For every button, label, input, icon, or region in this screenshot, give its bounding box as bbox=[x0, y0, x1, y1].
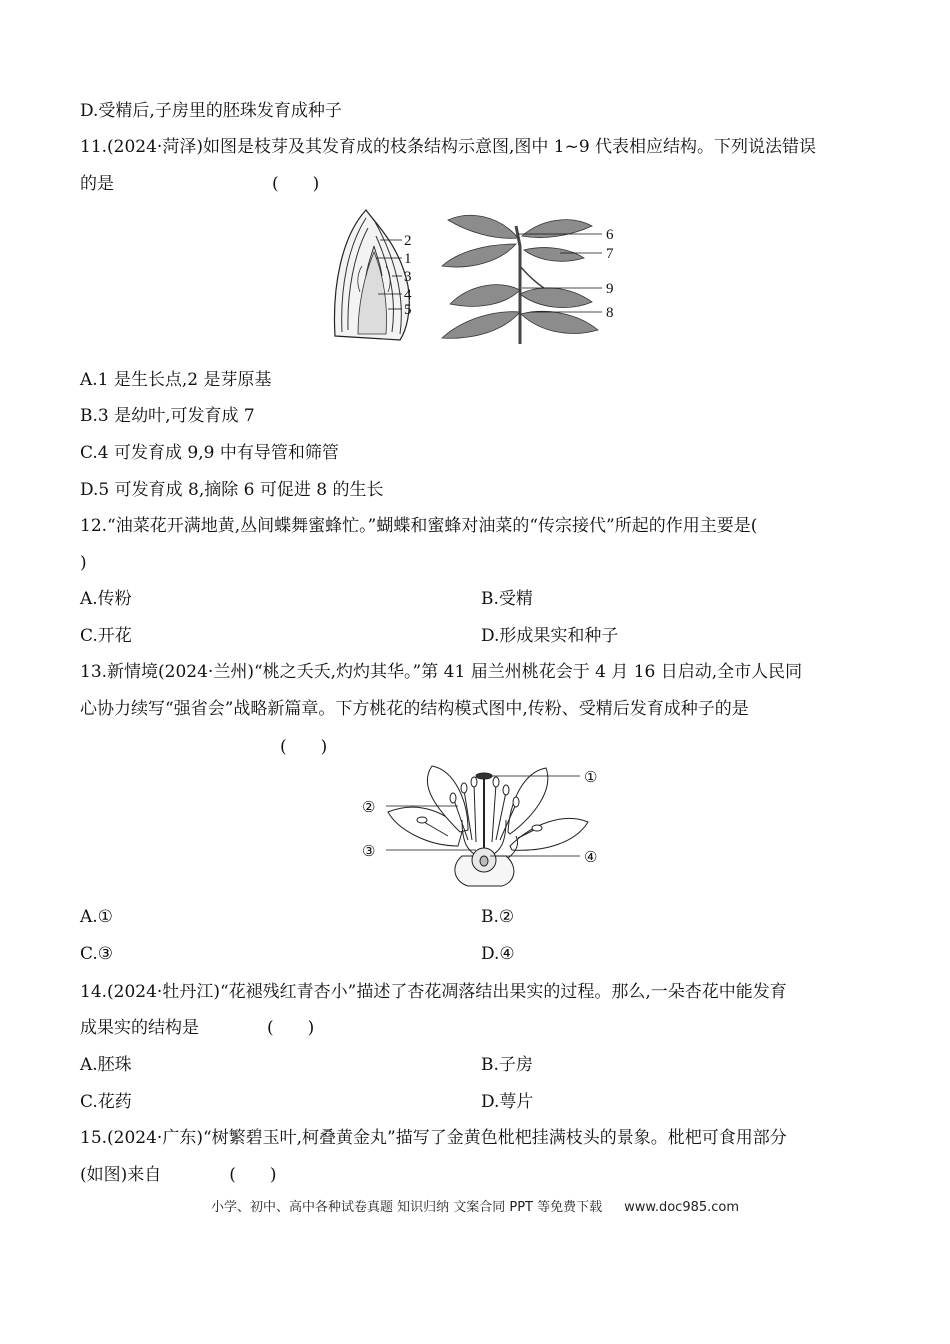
q14-stem-text: 成果实的结构是 bbox=[80, 1018, 199, 1038]
q11-stem-line1: 11.(2024·菏泽)如图是枝芽及其发育成的枝条结构示意图,图中 1~9 代表相应结构。下列说法错误 bbox=[80, 137, 817, 157]
bud-label-4: 4 bbox=[404, 287, 412, 303]
q14-option-a: A.胚珠 bbox=[80, 1055, 132, 1075]
q13-answer-paren: ( ) bbox=[280, 737, 328, 757]
footer-text: 小学、初中、高中各种试卷真题 知识归纳 文案合同 PPT 等免费下载 bbox=[210, 1200, 603, 1215]
q13-stem-line1: 13.新情境(2024·兰州)“桃之夭夭,灼灼其华。”第 41 届兰州桃花会于 4 月 16 日启动,全市人民同 bbox=[80, 662, 803, 682]
q12-option-d: D.形成果实和种子 bbox=[481, 626, 619, 646]
q15-stem-text: (如图)来自 bbox=[80, 1165, 162, 1185]
q11-option-b: B.3 是幼叶,可发育成 7 bbox=[80, 406, 255, 426]
bud-section-drawing bbox=[334, 210, 409, 340]
branch-label-9: 9 bbox=[606, 281, 614, 297]
q10-option-d: D.受精后,子房里的胚珠发育成种子 bbox=[80, 101, 342, 121]
flower-drawing bbox=[388, 766, 588, 886]
q14-stem-line1: 14.(2024·牡丹江)“花褪残红青杏小”描述了杏花凋落结出果实的过程。那么,一朵杏花中能发育 bbox=[80, 982, 787, 1002]
q14-option-d: D.萼片 bbox=[481, 1092, 534, 1112]
q11-stem-text: 的是 bbox=[80, 174, 114, 194]
branch-label-8: 8 bbox=[606, 305, 614, 321]
bud-label-1: 1 bbox=[404, 251, 412, 267]
q13-option-b: B.② bbox=[481, 907, 515, 927]
q15-answer-paren: ( ) bbox=[229, 1165, 277, 1185]
flower-label-3: ③ bbox=[362, 844, 376, 860]
q15-stem-line2 bbox=[80, 1164, 277, 1186]
q12-stem-line1: 12.“油菜花开满地黄,丛间蝶舞蜜蜂忙。”蝴蝶和蜜蜂对油菜的“传宗接代”所起的作用主要是( bbox=[80, 516, 758, 536]
q11-option-d: D.5 可发育成 8,摘除 6 可促进 8 的生长 bbox=[80, 480, 384, 500]
q11-option-a: A.1 是生长点,2 是芽原基 bbox=[80, 370, 272, 390]
footer-url[interactable]: www.doc985.com bbox=[624, 1200, 740, 1215]
bud-label-5: 5 bbox=[404, 302, 412, 318]
page-footer bbox=[0, 1196, 950, 1215]
flower-label-1: ① bbox=[584, 770, 598, 786]
bud-label-3: 3 bbox=[404, 269, 412, 285]
q11-stem-line2 bbox=[80, 173, 319, 195]
branch-label-7: 7 bbox=[606, 246, 614, 262]
peach-flower-figure bbox=[358, 760, 618, 890]
branch-drawing bbox=[442, 215, 598, 344]
flower-label-2: ② bbox=[362, 800, 376, 816]
q14-option-c: C.花药 bbox=[80, 1092, 132, 1112]
branch-label-6: 6 bbox=[606, 227, 614, 243]
flower-label-4: ④ bbox=[584, 850, 598, 866]
q11-answer-paren: ( ) bbox=[272, 174, 320, 194]
q13-option-d: D.④ bbox=[481, 944, 515, 964]
q14-option-b: B.子房 bbox=[481, 1055, 533, 1075]
q15-stem-line1: 15.(2024·广东)“树繁碧玉叶,柯叠黄金丸”描写了金黄色枇杷挂满枝头的景象。枇杷可食用部分 bbox=[80, 1128, 787, 1148]
q14-answer-paren: ( ) bbox=[267, 1018, 315, 1038]
q12-stem-line2: ) bbox=[80, 553, 87, 573]
q13-option-c: C.③ bbox=[80, 944, 114, 964]
q11-option-c: C.4 可发育成 9,9 中有导管和筛管 bbox=[80, 443, 339, 463]
q13-stem-line2: 心协力续写“强省会”战略新篇章。下方桃花的结构模式图中,传粉、受精后发育成种子的是 bbox=[80, 699, 749, 719]
bud-label-2: 2 bbox=[404, 233, 412, 249]
q13-option-a: A.① bbox=[80, 907, 113, 927]
q12-option-b: B.受精 bbox=[481, 589, 533, 609]
q12-option-a: A.传粉 bbox=[80, 589, 132, 609]
q14-stem-line2 bbox=[80, 1017, 314, 1039]
q12-option-c: C.开花 bbox=[80, 626, 132, 646]
bud-and-branch-figure bbox=[330, 206, 630, 348]
